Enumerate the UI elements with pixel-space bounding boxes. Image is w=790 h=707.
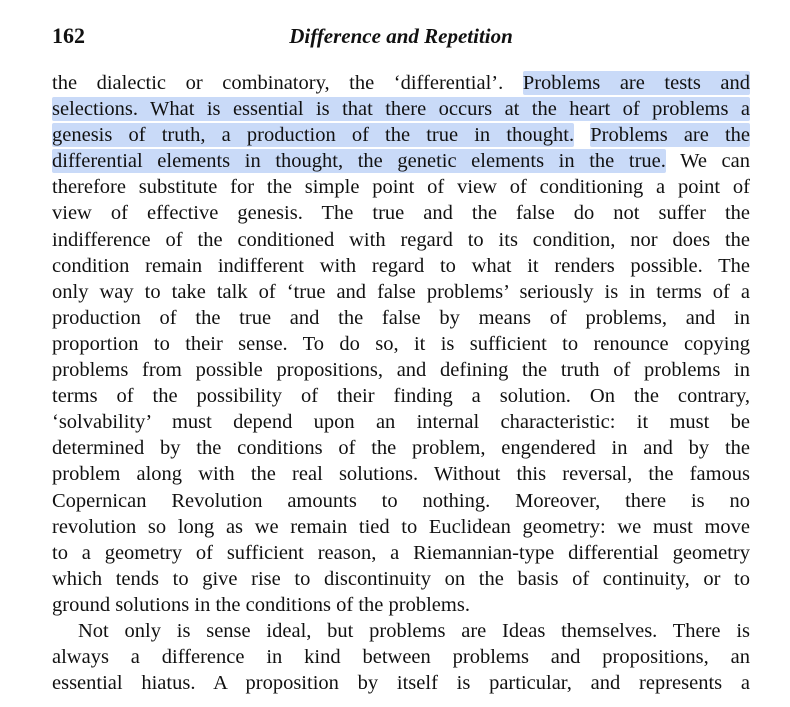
highlighted-text[interactable]: Problems are the xyxy=(590,124,750,147)
highlighted-text[interactable]: selections. What is essential is that there occurs at the heart of problems a xyxy=(52,98,750,121)
highlighted-text[interactable]: genesis of truth, a production of the true in thought. xyxy=(52,124,575,147)
page-header xyxy=(52,20,750,52)
highlighted-text[interactable]: differential elements in thought, the genetic elements in the true. xyxy=(52,150,666,173)
body-text xyxy=(52,70,750,696)
highlighted-text[interactable]: Problems are tests and xyxy=(522,72,750,94)
text-line[interactable]: proportion to their sense. To do so, it is sufficient to renounce copying xyxy=(52,332,750,355)
text-line[interactable]: determined by the conditions of the problem, engendered in and by the xyxy=(52,437,750,460)
text-line[interactable]: production of the true and the false by means of problems, and in xyxy=(52,306,750,329)
text-line[interactable]: always a difference in kind between problems and propositions, an xyxy=(52,646,750,669)
page-number: 162 xyxy=(52,23,85,48)
text-line[interactable]: condition remain indifferent with regard to what it renders possible. The xyxy=(52,254,750,277)
text-line[interactable] xyxy=(52,122,750,148)
text-line[interactable]: problems from possible propositions, and defining the truth of problems in xyxy=(52,359,750,382)
text-line[interactable]: view of effective genesis. The true and the false do not suffer the xyxy=(52,202,750,225)
text-line[interactable]: Copernican Revolution amounts to nothing. Moreover, there is no xyxy=(52,489,750,512)
text-line[interactable]: which tends to give rise to discontinuity on the basis of continuity, or to xyxy=(52,567,750,590)
text-line[interactable]: Not only is sense ideal, but problems are Ideas themselves. There is xyxy=(78,619,750,642)
text-line[interactable]: ‘solvability’ must depend upon an internal characteristic: it must be xyxy=(52,411,750,434)
running-head: Difference and Repetition xyxy=(289,24,513,48)
text-line[interactable]: essential hiatus. A proposition by itself is particular, and represents a xyxy=(52,672,750,695)
text-line[interactable]: indifference of the conditioned with regard to its condition, nor does the xyxy=(52,228,750,251)
text-line[interactable]: to a geometry of sufficient reason, a Riemannian-type differential geometry xyxy=(52,541,750,564)
text-line[interactable]: the dialectic or combinatory, the ‘differential’. Problems are tests and xyxy=(52,72,750,94)
text-line[interactable]: ground solutions in the conditions of the problems. xyxy=(52,593,470,616)
text-line[interactable]: differential elements in thought, the genetic elements in the true. We can xyxy=(52,150,750,173)
text-line[interactable]: therefore substitute for the simple point of view of conditioning a point of xyxy=(52,176,750,199)
text-line[interactable]: terms of the possibility of their finding a solution. On the contrary, xyxy=(52,385,750,408)
text-line[interactable]: revolution so long as we remain tied to Euclidean geometry: we must move xyxy=(52,515,750,538)
text-line[interactable]: only way to take talk of ‘true and false problems’ seriously is in terms of a xyxy=(52,280,750,303)
text-line[interactable]: problem along with the real solutions. Without this reversal, the famous xyxy=(52,463,750,486)
text-line[interactable] xyxy=(52,96,750,122)
